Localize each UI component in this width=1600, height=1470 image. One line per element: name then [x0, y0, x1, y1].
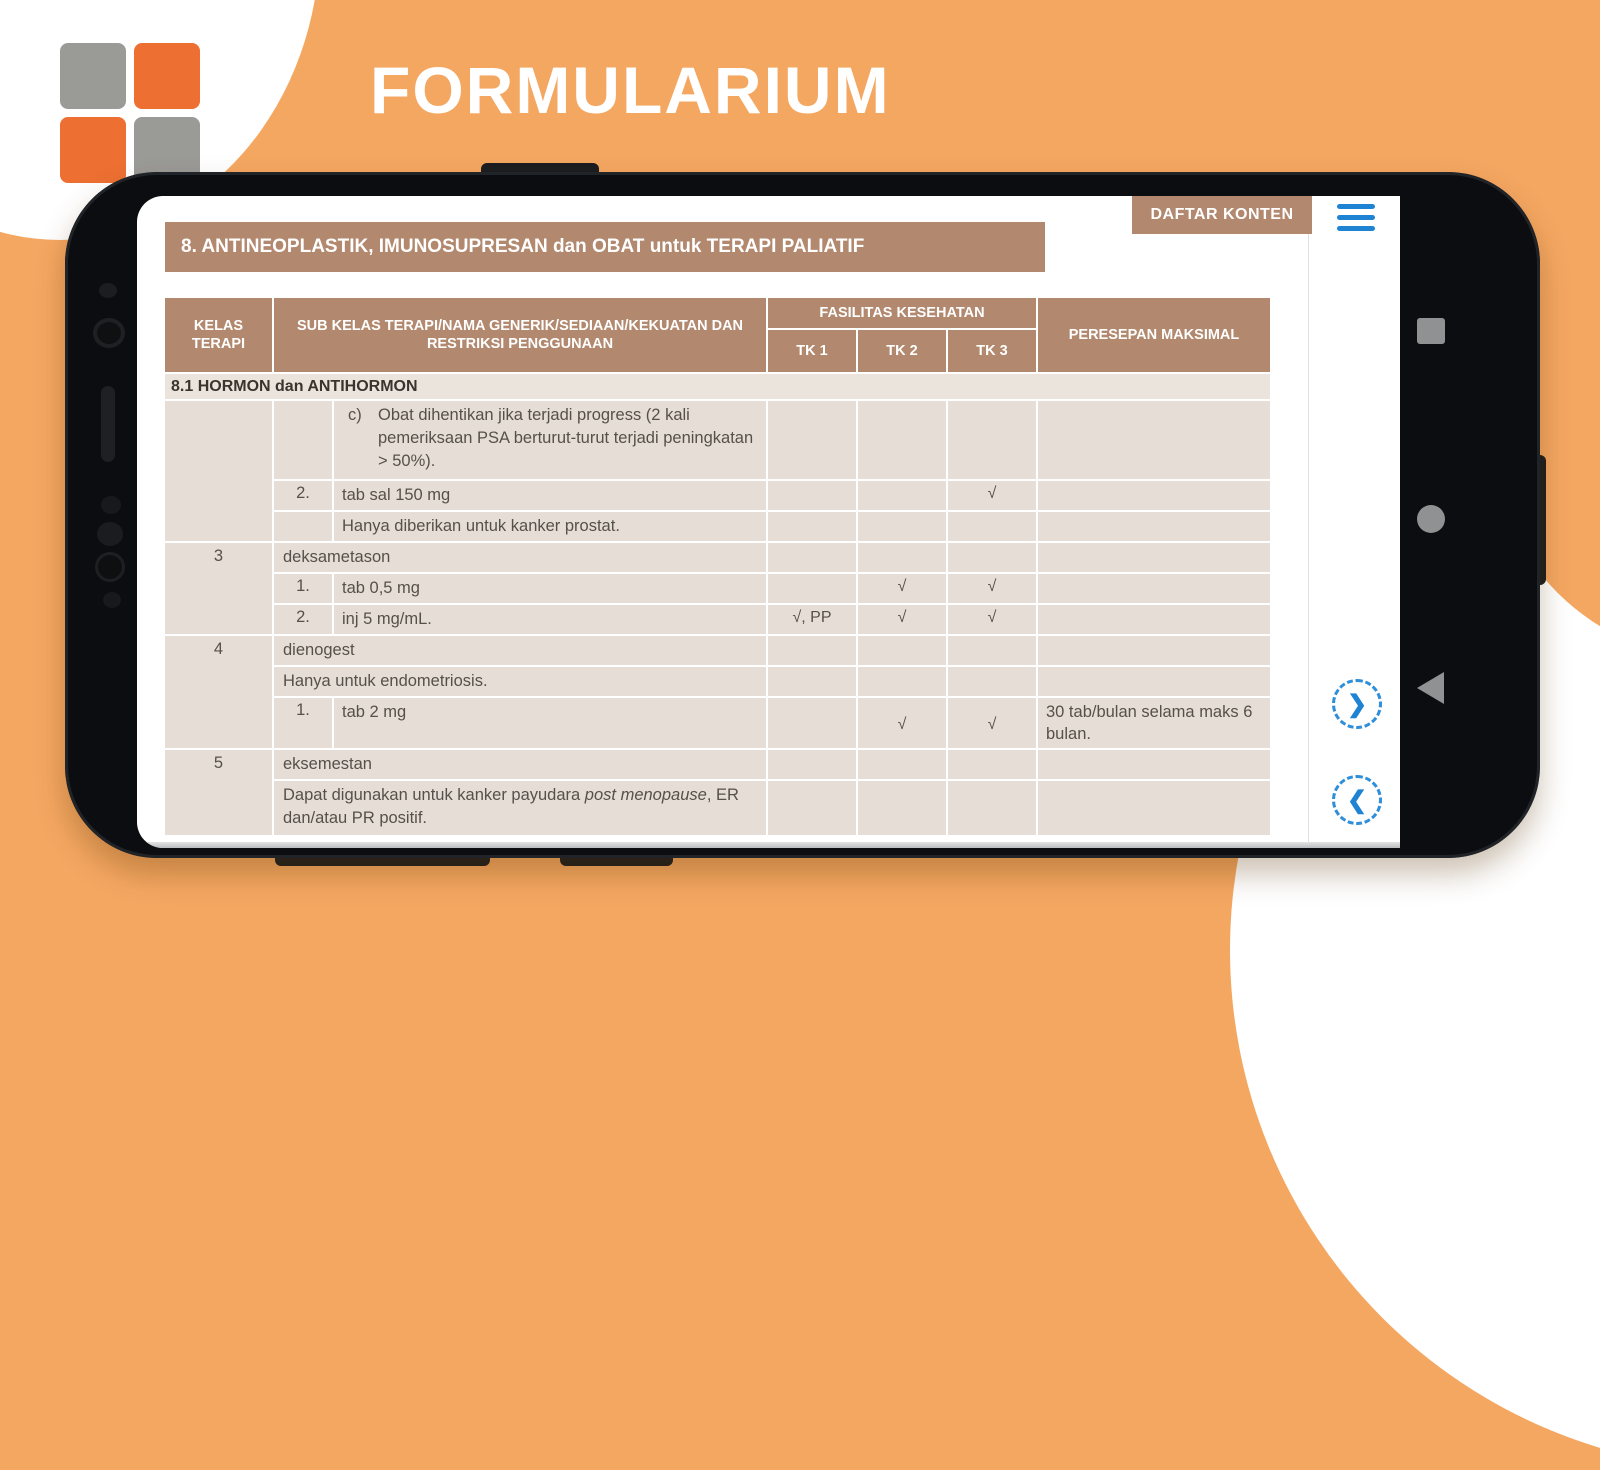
prev-page-button[interactable] — [1332, 775, 1382, 825]
max-cell — [1038, 781, 1270, 835]
max-cell — [1038, 636, 1270, 665]
tk1-cell — [768, 574, 856, 603]
num-cell: 2. — [274, 605, 332, 634]
tk3-cell — [948, 667, 1036, 696]
tk3-cell — [948, 543, 1036, 572]
bezel-dot-icon — [103, 592, 121, 608]
col-header-tk1: TK 1 — [768, 330, 856, 372]
row-text-pre: Dapat digunakan untuk kanker payudara — [283, 786, 585, 804]
logo-square-gray-tl — [60, 43, 126, 109]
tk3-check: √ — [948, 481, 1036, 510]
tk2-cell — [858, 667, 946, 696]
tk2-check: √ — [858, 574, 946, 603]
content-gutter-divider — [1308, 196, 1309, 848]
list-marker: c) — [348, 406, 362, 424]
tk1-cell — [768, 667, 856, 696]
page-title: FORMULARIUM — [370, 53, 891, 127]
tk3-check: √ — [948, 698, 1036, 748]
table-row — [334, 401, 766, 479]
next-page-button[interactable] — [1332, 679, 1382, 729]
row-text-post: , ER dan/atau PR positif. — [283, 786, 739, 827]
phone-frame — [65, 172, 1540, 858]
android-home-button[interactable] — [1417, 505, 1445, 533]
chevron-left-icon: ❮ — [1346, 786, 1368, 814]
tk2-cell — [858, 543, 946, 572]
screen-edge-shade — [137, 842, 1400, 848]
tk1-cell — [768, 781, 856, 835]
row-text: tab 2 mg — [334, 698, 766, 748]
max-cell — [1038, 481, 1270, 510]
col-header-sub-kelas: SUB KELAS TERAPI/NAMA GENERIK/SEDIAAN/KEKUATAN DAN RESTRIKSI PENGGUNAAN — [274, 298, 766, 372]
row-text: eksemestan — [274, 750, 766, 779]
tk3-check: √ — [948, 605, 1036, 634]
col-header-kelas-terapi: KELAS TERAPI — [165, 298, 272, 372]
chevron-right-icon: ❯ — [1346, 690, 1368, 718]
tk1-cell — [768, 401, 856, 479]
num-cell: 1. — [274, 698, 332, 748]
col-header-peresepan-maksimal: PERESEPAN MAKSIMAL — [1038, 298, 1270, 372]
tk2-cell — [858, 401, 946, 479]
max-cell — [1038, 401, 1270, 479]
tk3-cell — [948, 636, 1036, 665]
bezel-sensor-icon — [99, 283, 117, 298]
row-text — [274, 781, 766, 835]
tk2-cell — [858, 636, 946, 665]
tk1-cell — [768, 512, 856, 541]
tk3-cell — [948, 401, 1036, 479]
bezel-camera2-icon — [95, 552, 125, 582]
menu-bar — [1337, 215, 1375, 220]
bezel-dot-icon — [101, 496, 121, 514]
max-cell — [1038, 605, 1270, 634]
max-cell — [1038, 667, 1270, 696]
tk2-cell — [858, 512, 946, 541]
max-cell — [1038, 750, 1270, 779]
menu-icon[interactable] — [1337, 204, 1375, 237]
app-logo-icon — [60, 43, 200, 183]
bezel-dot-icon — [97, 522, 123, 546]
tk2-check: √ — [858, 698, 946, 748]
tk1-cell — [768, 698, 856, 748]
row-text: Hanya diberikan untuk kanker prostat. — [334, 512, 766, 541]
tk3-cell — [948, 512, 1036, 541]
num-cell — [274, 512, 332, 541]
tk2-cell — [858, 781, 946, 835]
tk2-check: √ — [858, 605, 946, 634]
tk3-cell — [948, 750, 1036, 779]
col-header-tk2: TK 2 — [858, 330, 946, 372]
kelas-cell — [165, 401, 272, 541]
tk1-cell — [768, 636, 856, 665]
phone-screen — [137, 196, 1400, 848]
row-text: deksametason — [274, 543, 766, 572]
num-cell — [274, 401, 332, 479]
tk2-cell — [858, 750, 946, 779]
max-cell — [1038, 574, 1270, 603]
android-recents-button[interactable] — [1417, 318, 1445, 344]
tk1-cell — [768, 481, 856, 510]
col-header-tk3: TK 3 — [948, 330, 1036, 372]
row-text: tab sal 150 mg — [334, 481, 766, 510]
row-text: inj 5 mg/mL. — [334, 605, 766, 634]
row-text: Obat dihentikan jika terjadi progress (2 kali pemeriksaan PSA berturut-turut terjadi peningkatan > 50%). — [378, 406, 754, 470]
menu-bar — [1337, 226, 1375, 231]
tk3-check: √ — [948, 574, 1036, 603]
daftar-konten-button[interactable]: DAFTAR KONTEN — [1132, 196, 1312, 234]
tk3-cell — [948, 781, 1036, 835]
menu-bar — [1337, 204, 1375, 209]
bezel-camera-icon — [93, 318, 125, 348]
logo-square-orange-bl — [60, 117, 126, 183]
kelas-cell: 5 — [165, 750, 272, 835]
num-cell: 1. — [274, 574, 332, 603]
row-text-italic: post menopause — [584, 786, 707, 804]
max-cell — [1038, 543, 1270, 572]
chapter-title: 8. ANTINEOPLASTIK, IMUNOSUPRESAN dan OBAT untuk TERAPI PALIATIF — [181, 236, 865, 257]
row-text: Hanya untuk endometriosis. — [274, 667, 766, 696]
tk2-cell — [858, 481, 946, 510]
row-text: tab 0,5 mg — [334, 574, 766, 603]
formulary-table — [165, 298, 1270, 835]
num-cell: 2. — [274, 481, 332, 510]
kelas-cell: 3 — [165, 543, 272, 634]
col-header-fasilitas-kesehatan: FASILITAS KESEHATAN — [768, 298, 1036, 328]
max-cell: 30 tab/bulan selama maks 6 bulan. — [1038, 698, 1270, 748]
bezel-speaker-icon — [101, 386, 115, 462]
android-back-button[interactable] — [1417, 672, 1444, 704]
max-cell — [1038, 512, 1270, 541]
tk1-check: √, PP — [768, 605, 856, 634]
row-text: dienogest — [274, 636, 766, 665]
tk1-cell — [768, 543, 856, 572]
table-section-header: 8.1 HORMON dan ANTIHORMON — [165, 374, 1270, 399]
chapter-title-bar — [165, 222, 1045, 272]
logo-square-orange-tr — [134, 43, 200, 109]
kelas-cell: 4 — [165, 636, 272, 748]
tk1-cell — [768, 750, 856, 779]
